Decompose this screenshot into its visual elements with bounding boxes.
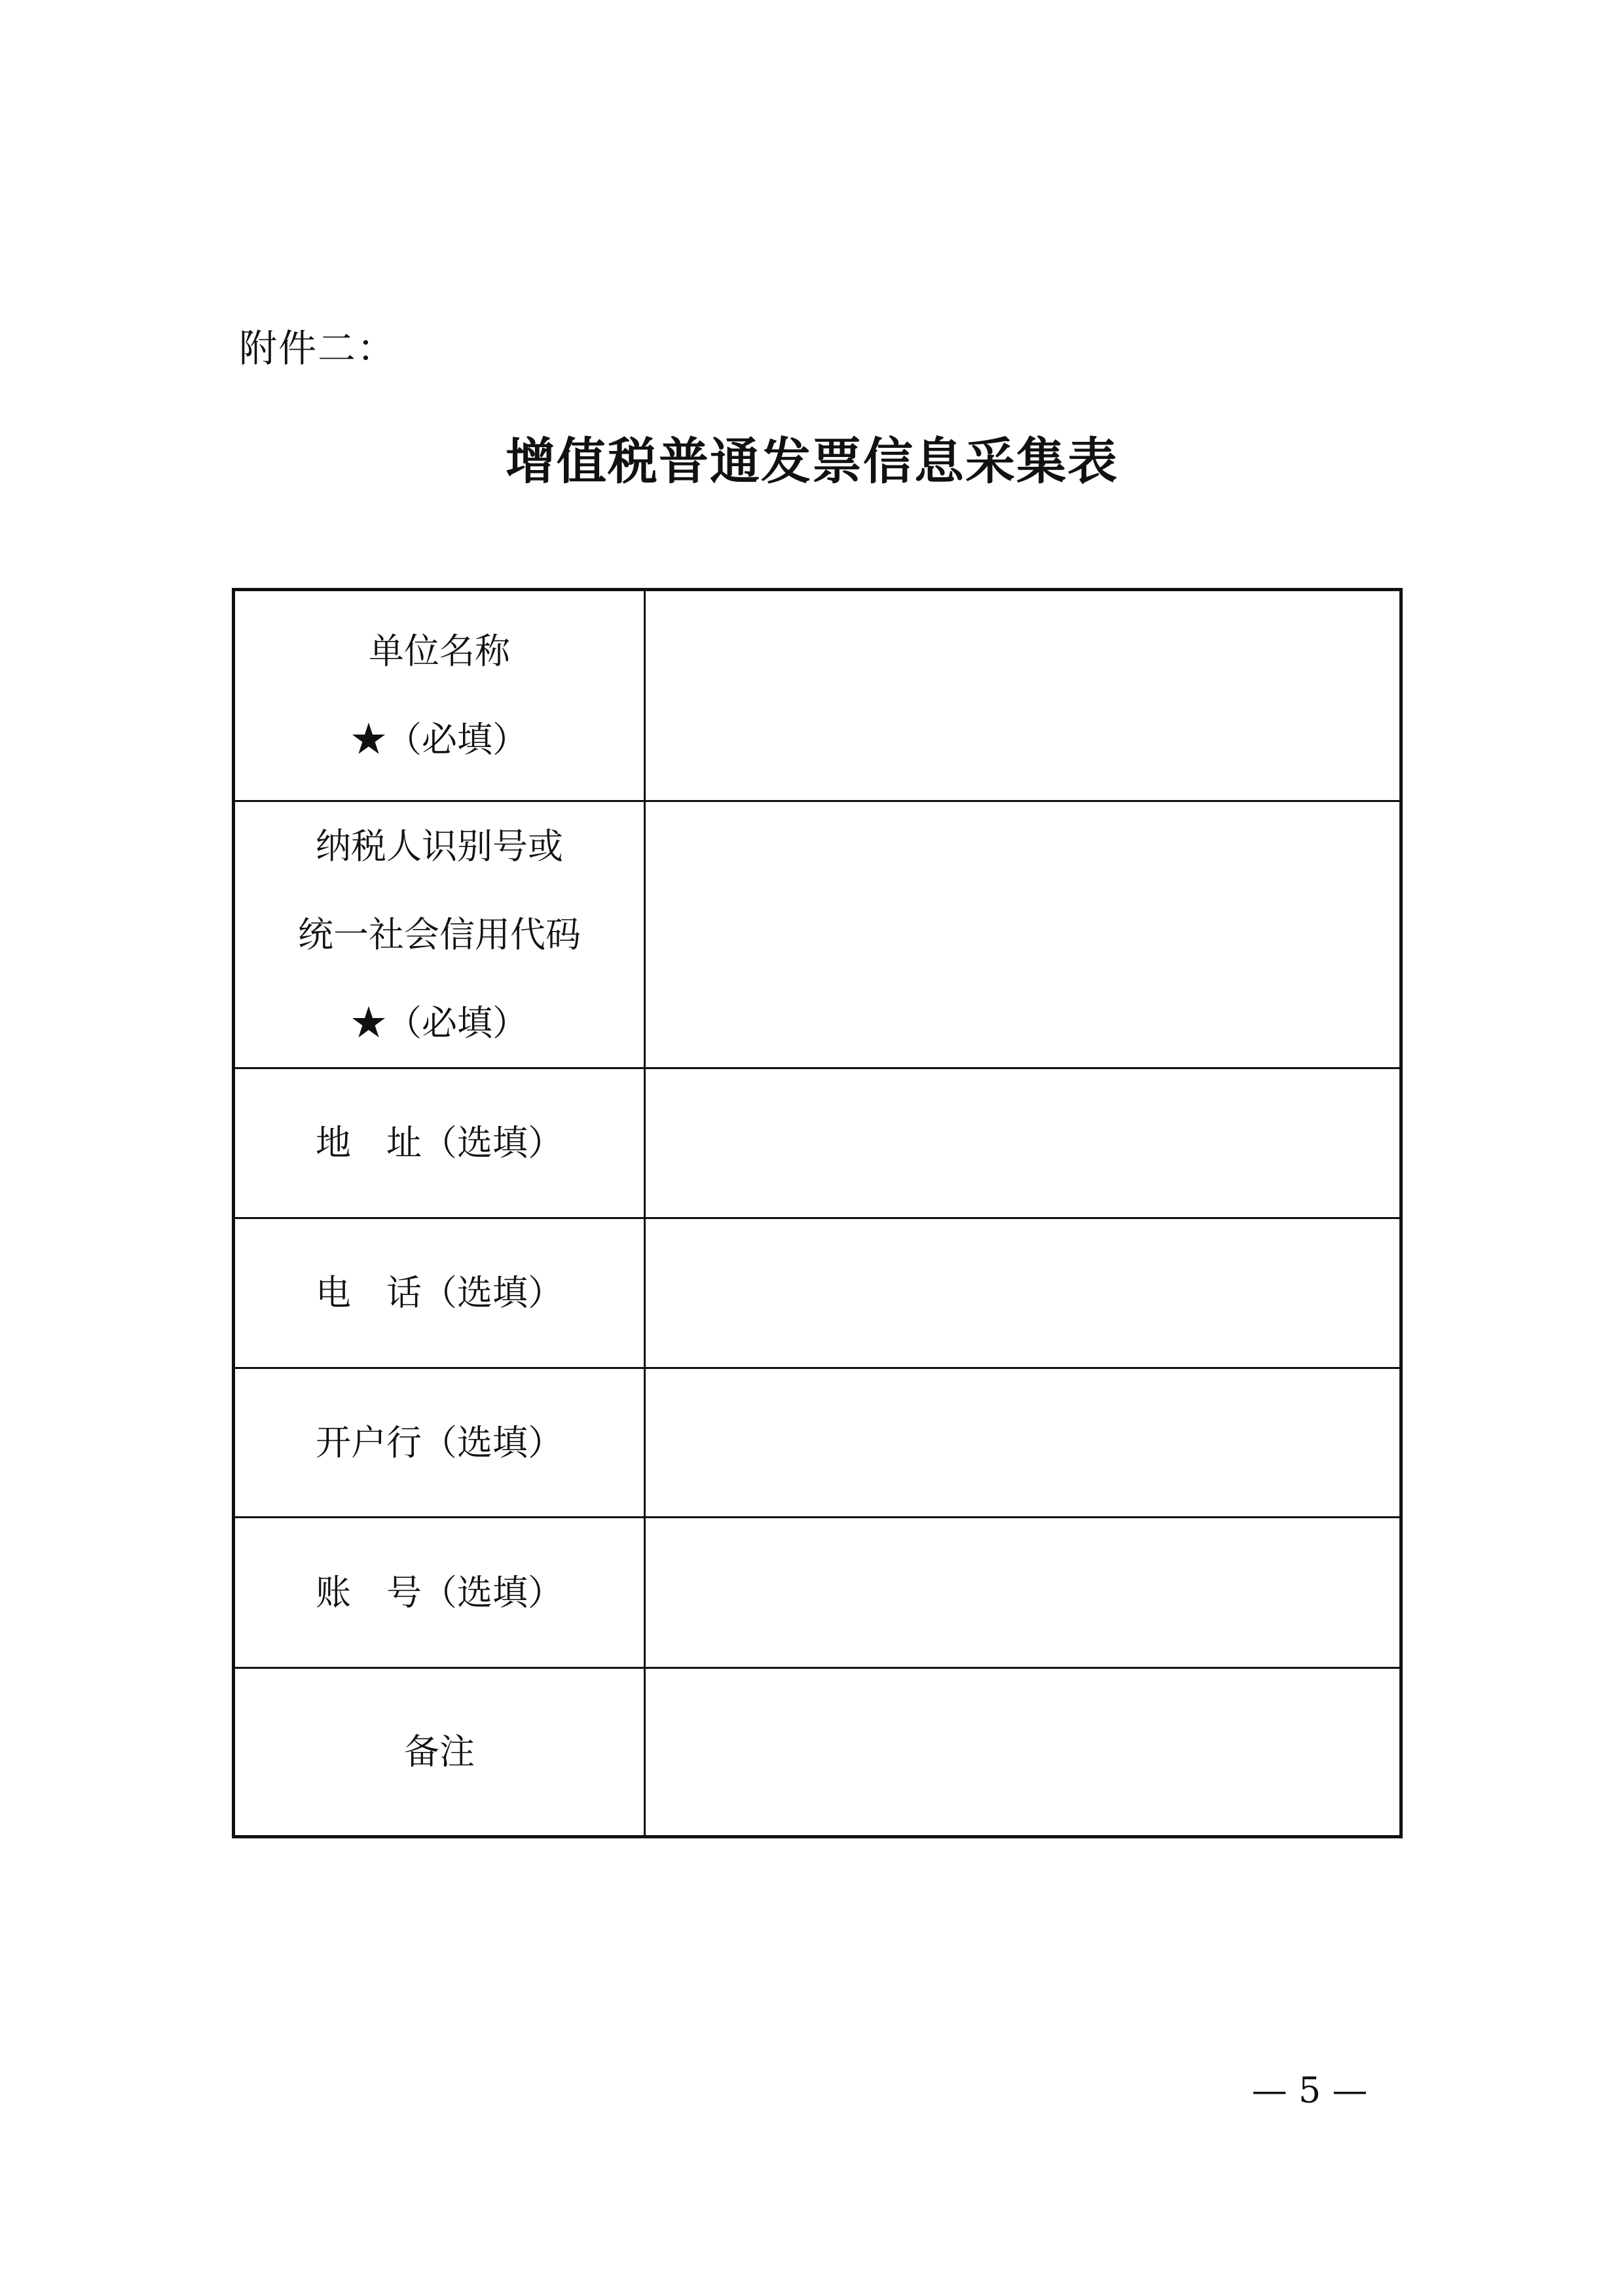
table-row-address [234, 1068, 1401, 1218]
label-line: 统一社会信用代码 [298, 913, 581, 955]
phone-field[interactable] [645, 1218, 1401, 1368]
bank-field[interactable] [645, 1368, 1401, 1517]
tax-id-field[interactable] [645, 801, 1401, 1068]
page-number: — 5 — [1251, 2069, 1368, 2111]
table-row-account [234, 1518, 1401, 1667]
label-line: 开户行（选填） [316, 1422, 563, 1464]
account-field[interactable] [645, 1518, 1401, 1667]
required-mark: ★（必填） [351, 1002, 528, 1044]
label-line: 地 址（选填） [316, 1122, 563, 1164]
label-remarks [234, 1667, 645, 1836]
remarks-field[interactable] [645, 1667, 1401, 1836]
label-line: 备注 [404, 1731, 475, 1773]
table-row-tax-id [234, 801, 1401, 1068]
table-row-phone [234, 1218, 1401, 1368]
label-account [234, 1518, 645, 1667]
attachment-label: 附件二： [239, 326, 397, 371]
label-company-name [234, 590, 645, 801]
form-title: 增值税普通发票信息采集表 [506, 432, 1118, 490]
label-line: 纳税人识别号或 [316, 825, 563, 867]
label-line: 电 话（选填） [316, 1272, 563, 1314]
invoice-info-table [232, 588, 1403, 1838]
label-tax-id [234, 801, 645, 1068]
table-row-company-name [234, 590, 1401, 801]
company-name-field[interactable] [645, 590, 1401, 801]
required-mark: ★（必填） [351, 719, 528, 761]
label-address [234, 1068, 645, 1218]
address-field[interactable] [645, 1068, 1401, 1218]
label-bank [234, 1368, 645, 1517]
table-row-remarks [234, 1667, 1401, 1836]
label-line: 单位名称 [369, 630, 510, 672]
label-line: 账 号（选填） [316, 1571, 563, 1613]
table-row-bank [234, 1368, 1401, 1517]
label-phone [234, 1218, 645, 1368]
